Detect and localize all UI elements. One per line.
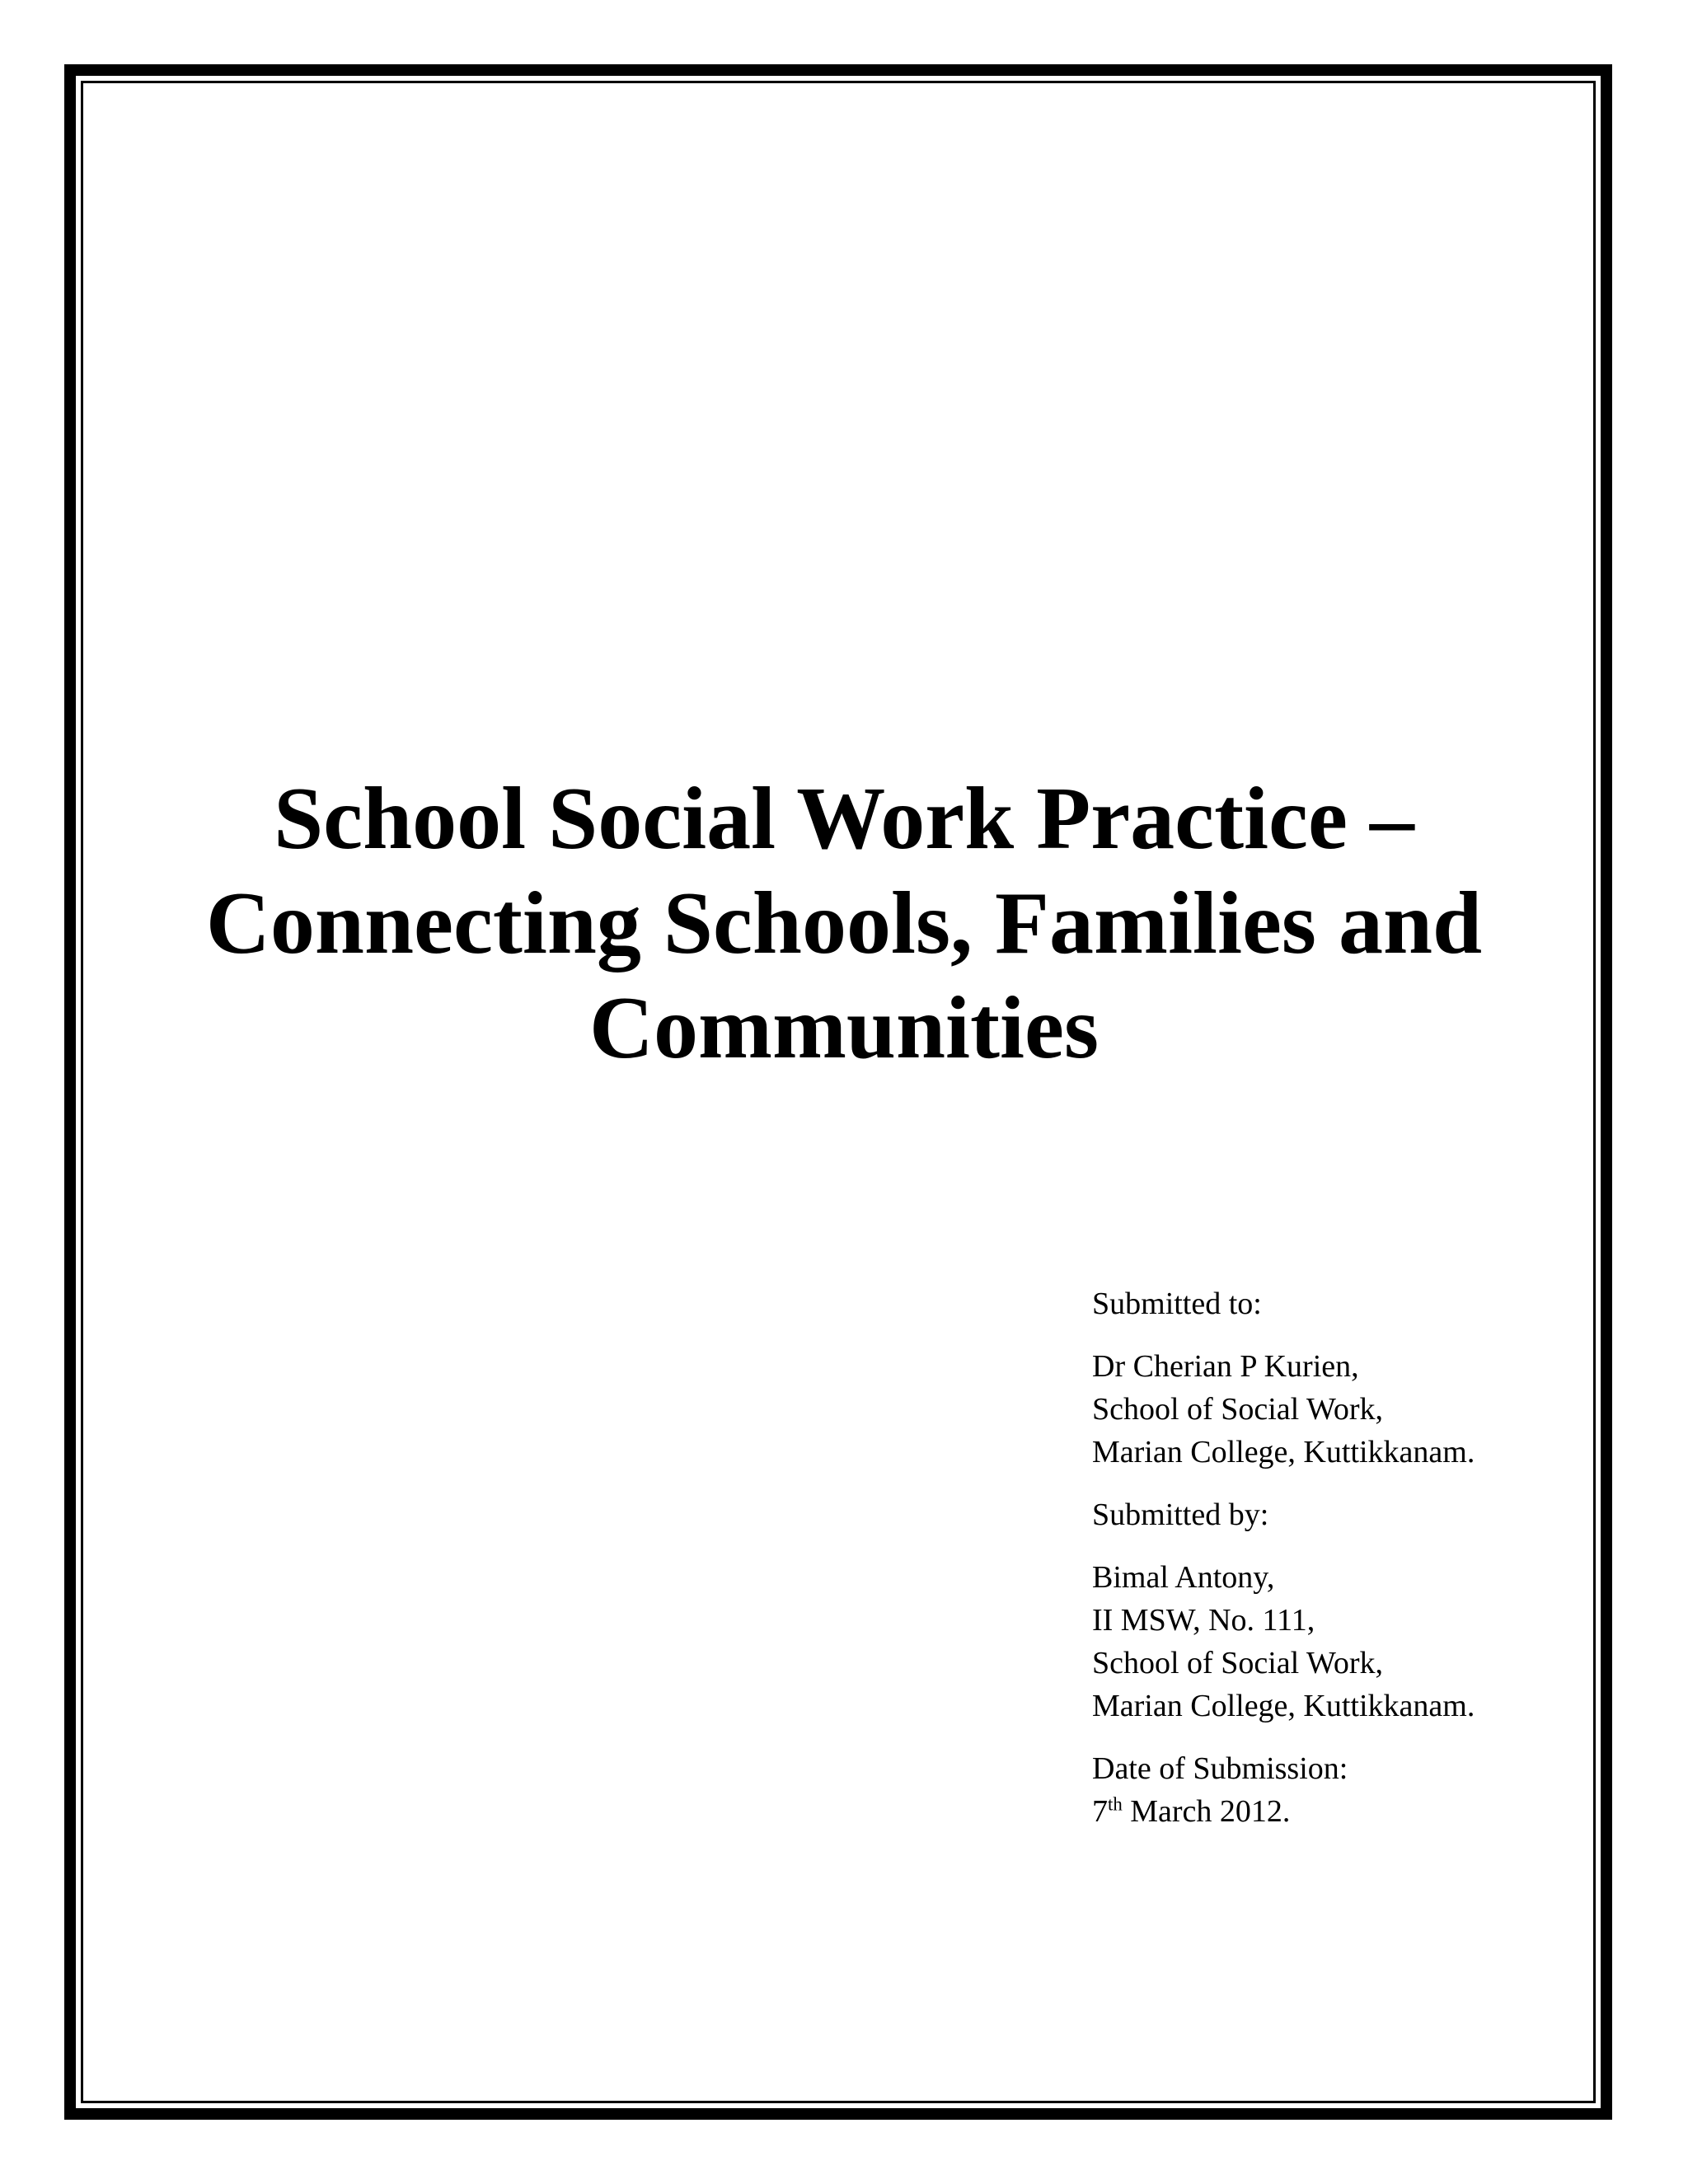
submission-date [1092, 1790, 1554, 1833]
submission-info [1092, 1282, 1554, 1833]
title-line-3: Communities [589, 979, 1099, 1077]
submission-date-block [1092, 1747, 1554, 1833]
title-line-1: School Social Work Practice – [274, 770, 1414, 868]
recipient-name: Dr Cherian P Kurien, [1092, 1349, 1359, 1384]
author-institution: Marian College, Kuttikkanam. [1092, 1689, 1475, 1723]
submitted-to-label: Submitted to: [1092, 1286, 1262, 1321]
title-line-2: Connecting Schools, Families and [205, 874, 1483, 972]
recipient-institution: Marian College, Kuttikkanam. [1092, 1435, 1475, 1469]
author-name: Bimal Antony, [1092, 1560, 1275, 1595]
date-of-submission-label: Date of Submission: [1092, 1751, 1348, 1786]
submitted-to-details [1092, 1345, 1554, 1474]
document-title [132, 766, 1556, 1080]
submitted-by-details [1092, 1556, 1554, 1727]
submitted-by-label: Submitted by: [1092, 1497, 1269, 1532]
date-ordinal-suffix: th [1108, 1793, 1123, 1815]
author-department: School of Social Work, [1092, 1646, 1383, 1680]
date-month-year: March 2012. [1122, 1794, 1291, 1829]
date-day: 7 [1092, 1794, 1108, 1829]
author-course: II MSW, No. 111, [1092, 1603, 1315, 1638]
recipient-department: School of Social Work, [1092, 1392, 1383, 1427]
